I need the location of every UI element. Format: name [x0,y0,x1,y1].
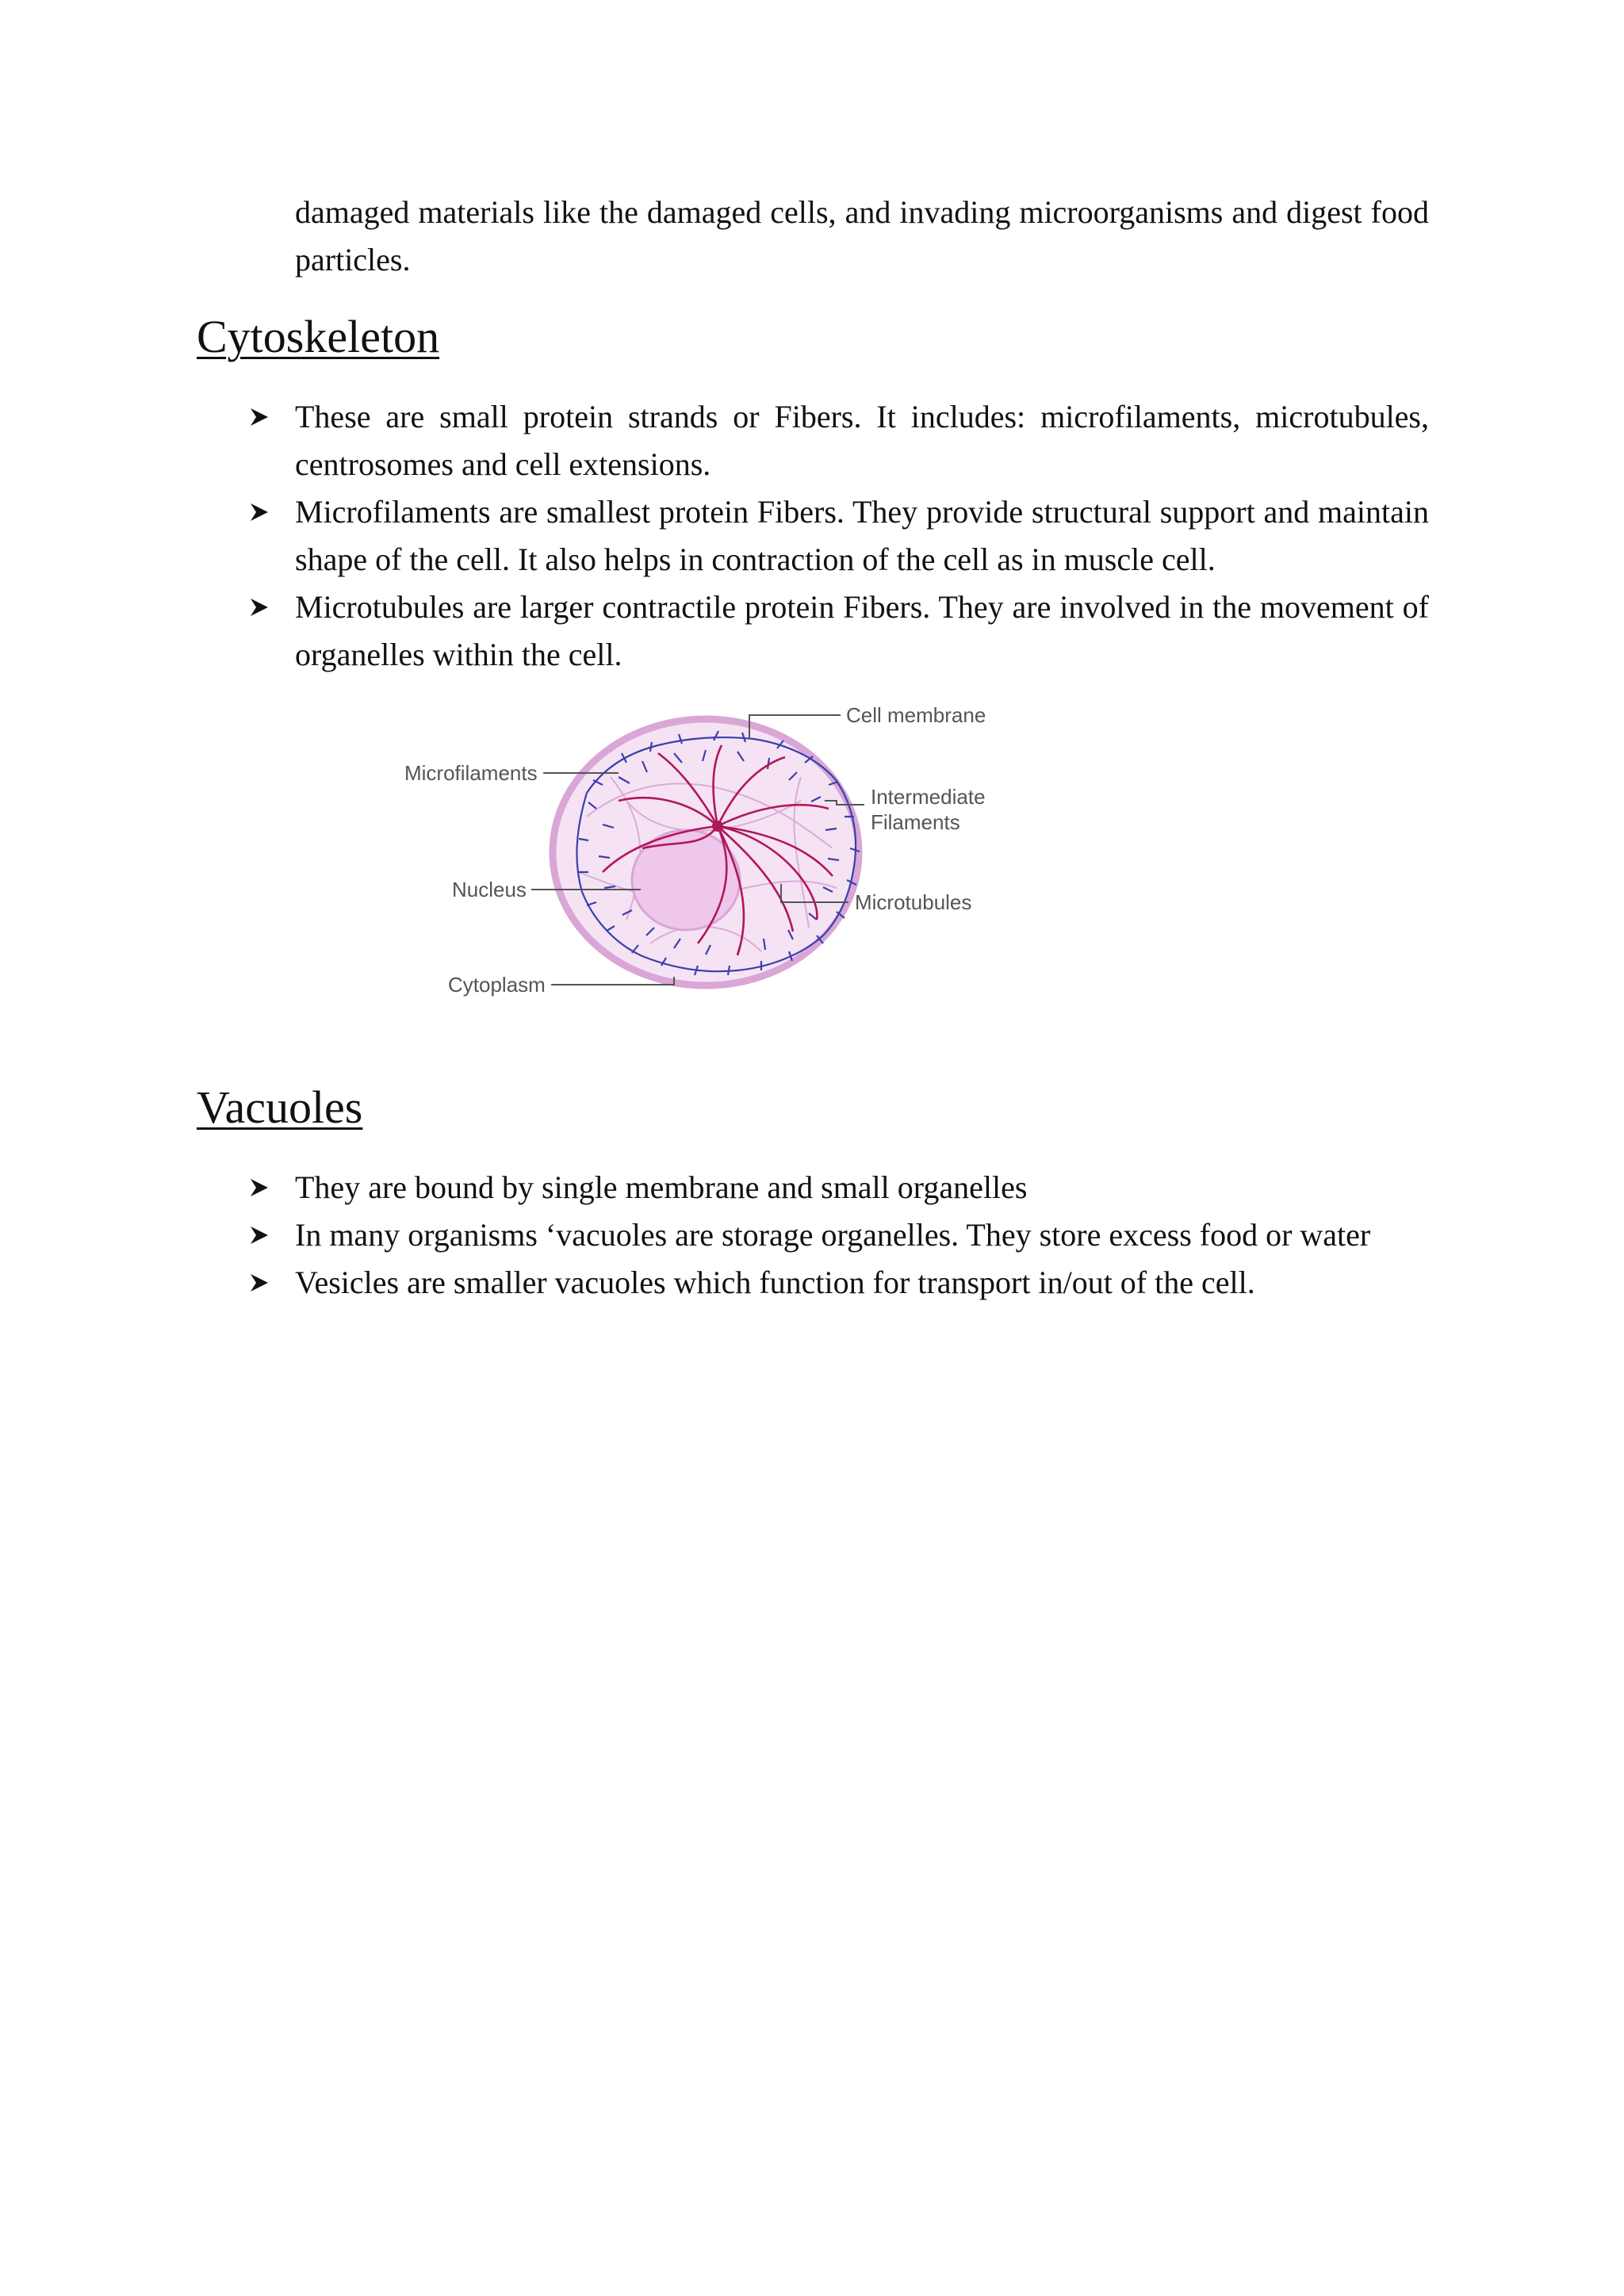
arrow-bullet-icon [249,407,270,427]
arrow-bullet-icon [249,1272,270,1293]
label-intermediate-line2: Filaments [871,810,960,834]
cytoskeleton-heading: Cytoskeleton [197,311,440,362]
label-cytoplasm: Cytoplasm [448,973,546,997]
label-intermediate-line1: Intermediate [871,785,986,809]
arrow-bullet-icon [249,502,270,522]
bullet-text: They are bound by single membrane and small organelles [295,1169,1028,1205]
list-item [197,393,1429,488]
bullet-text: These are small protein strands or Fibers. It includes: microfilaments, microtubules, centrosomes and cell extensions. [295,399,1429,482]
centrosome-shape [712,821,723,832]
arrow-bullet-icon [249,1225,270,1246]
label-microfilaments: Microfilaments [404,761,538,785]
bullet-text: Microtubules are larger contractile protein Fibers. They are involved in the movement of organelles within the cell. [295,589,1429,672]
list-item [197,1259,1429,1307]
label-nucleus: Nucleus [452,878,527,901]
arrow-bullet-icon [249,597,270,618]
label-cell-membrane: Cell membrane [846,703,986,727]
bullet-text: Microfilaments are smallest protein Fibers. They provide structural support and maintain shape of the cell. It also helps in contraction of the cell as in muscle cell. [295,494,1429,577]
vacuoles-bullet-list [197,1164,1429,1307]
label-microtubules: Microtubules [855,890,972,914]
bullet-text: Vesicles are smaller vacuoles which function for transport in/out of the cell. [295,1265,1255,1300]
arrow-bullet-icon [249,1177,270,1198]
vacuoles-heading: Vacuoles [197,1081,363,1133]
list-item [197,584,1429,679]
cytoskeleton-bullet-list [197,393,1429,679]
bullet-text: In many organisms ‘vacuoles are storage organelles. They store excess food or water [295,1217,1371,1253]
list-item [197,488,1429,584]
cytoskeleton-diagram [389,690,1063,1007]
continuation-paragraph: damaged materials like the damaged cells, and invading microorganisms and digest food particles. [295,194,1429,277]
list-item [197,1211,1429,1259]
list-item [197,1164,1429,1211]
